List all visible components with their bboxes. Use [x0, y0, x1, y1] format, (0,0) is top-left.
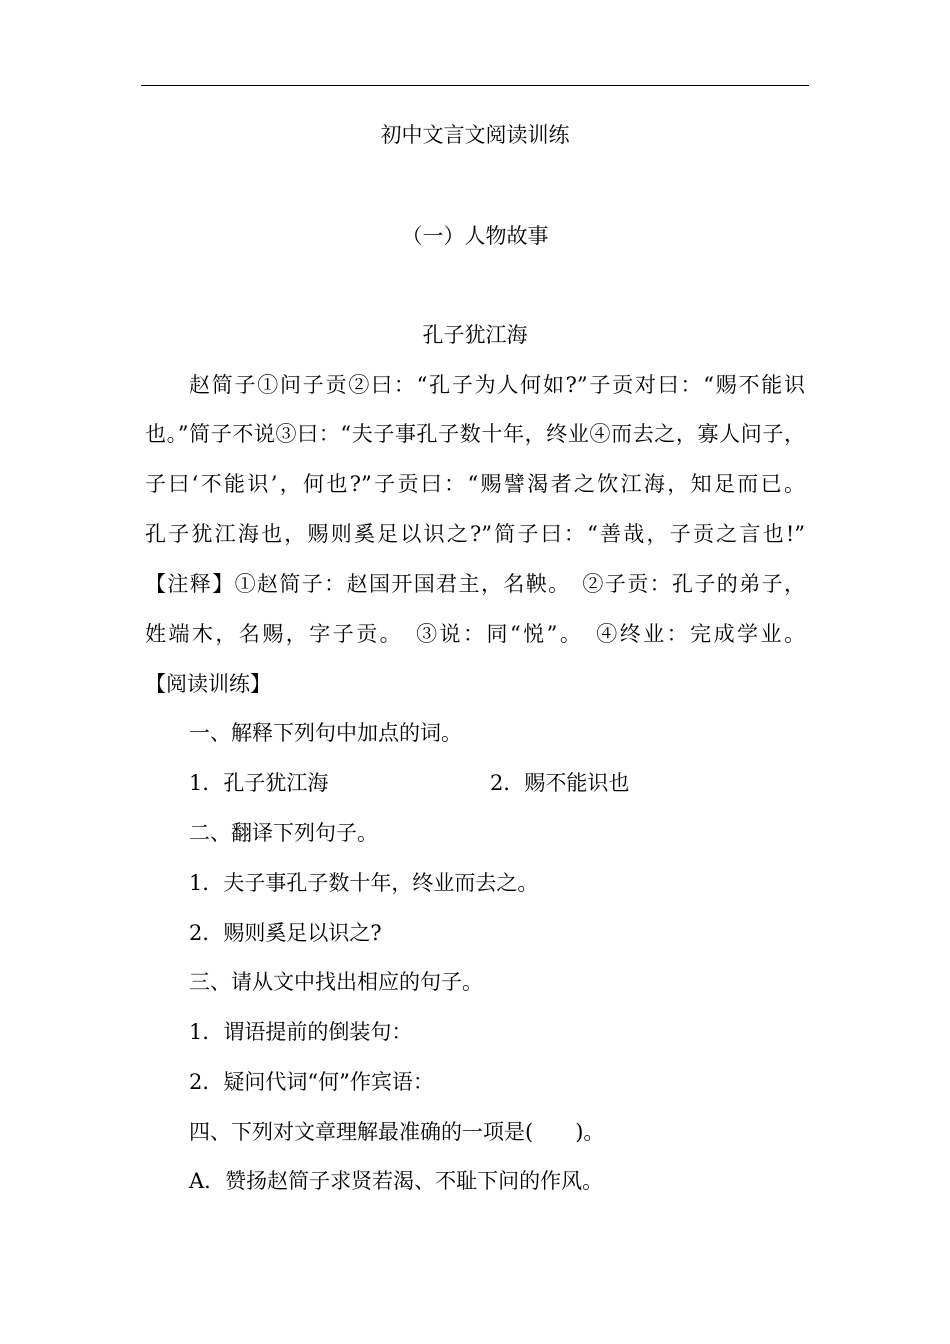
answer-option: A．赞扬赵简子求贤若渴、不耻下问的作风。: [189, 1169, 604, 1193]
passage-line: 也。”简子不说③曰：“夫子事孔子数十年，终业④而去之，寡人问子，: [145, 422, 805, 446]
question-item: 1．谓语提前的倒装句：: [189, 1020, 413, 1044]
passage-line: 孔子犹江海也，赐则奚足以识之?”简子曰：“善哉，子贡之言也!”: [145, 522, 805, 546]
question-item: 2．疑问代词“何”作宾语：: [189, 1070, 434, 1094]
passage-line: 子曰‘不能识’，何也?”子贡曰：“赐譬渴者之饮江海，知足而已。: [145, 472, 805, 496]
question-item: 1．孔子犹江海: [189, 771, 329, 795]
question-title: 一、解释下列句中加点的词。: [189, 721, 462, 745]
section-title: （一）人物故事: [401, 224, 549, 248]
question-item: 1．夫子事孔子数十年，终业而去之。: [189, 871, 539, 895]
question-title: 四、下列对文章理解最准确的一项是( )。: [189, 1120, 605, 1144]
question-item: 2．赐则奚足以识之?: [189, 921, 382, 945]
question-title: 三、请从文中找出相应的句子。: [189, 970, 483, 994]
passage-title: 孔子犹江海: [422, 323, 528, 347]
question-title: 二、翻译下列句子。: [189, 821, 378, 845]
training-heading: 【阅读训练】: [145, 672, 271, 696]
document-title: 初中文言文阅读训练: [380, 123, 570, 147]
header-rule: [141, 85, 809, 86]
question-item: 2．赐不能识也: [490, 771, 630, 795]
passage-line: 赵简子①问子贡②曰：“孔子为人何如?”子贡对曰：“赐不能识: [189, 373, 805, 397]
notes-line: 姓端木，名赐，字子贡。 ③说：同“悦”。 ④终业：完成学业。: [145, 622, 805, 646]
notes-line: 【注释】①赵简子：赵国开国君主，名鞅。 ②子贡：孔子的弟子，: [145, 572, 805, 596]
